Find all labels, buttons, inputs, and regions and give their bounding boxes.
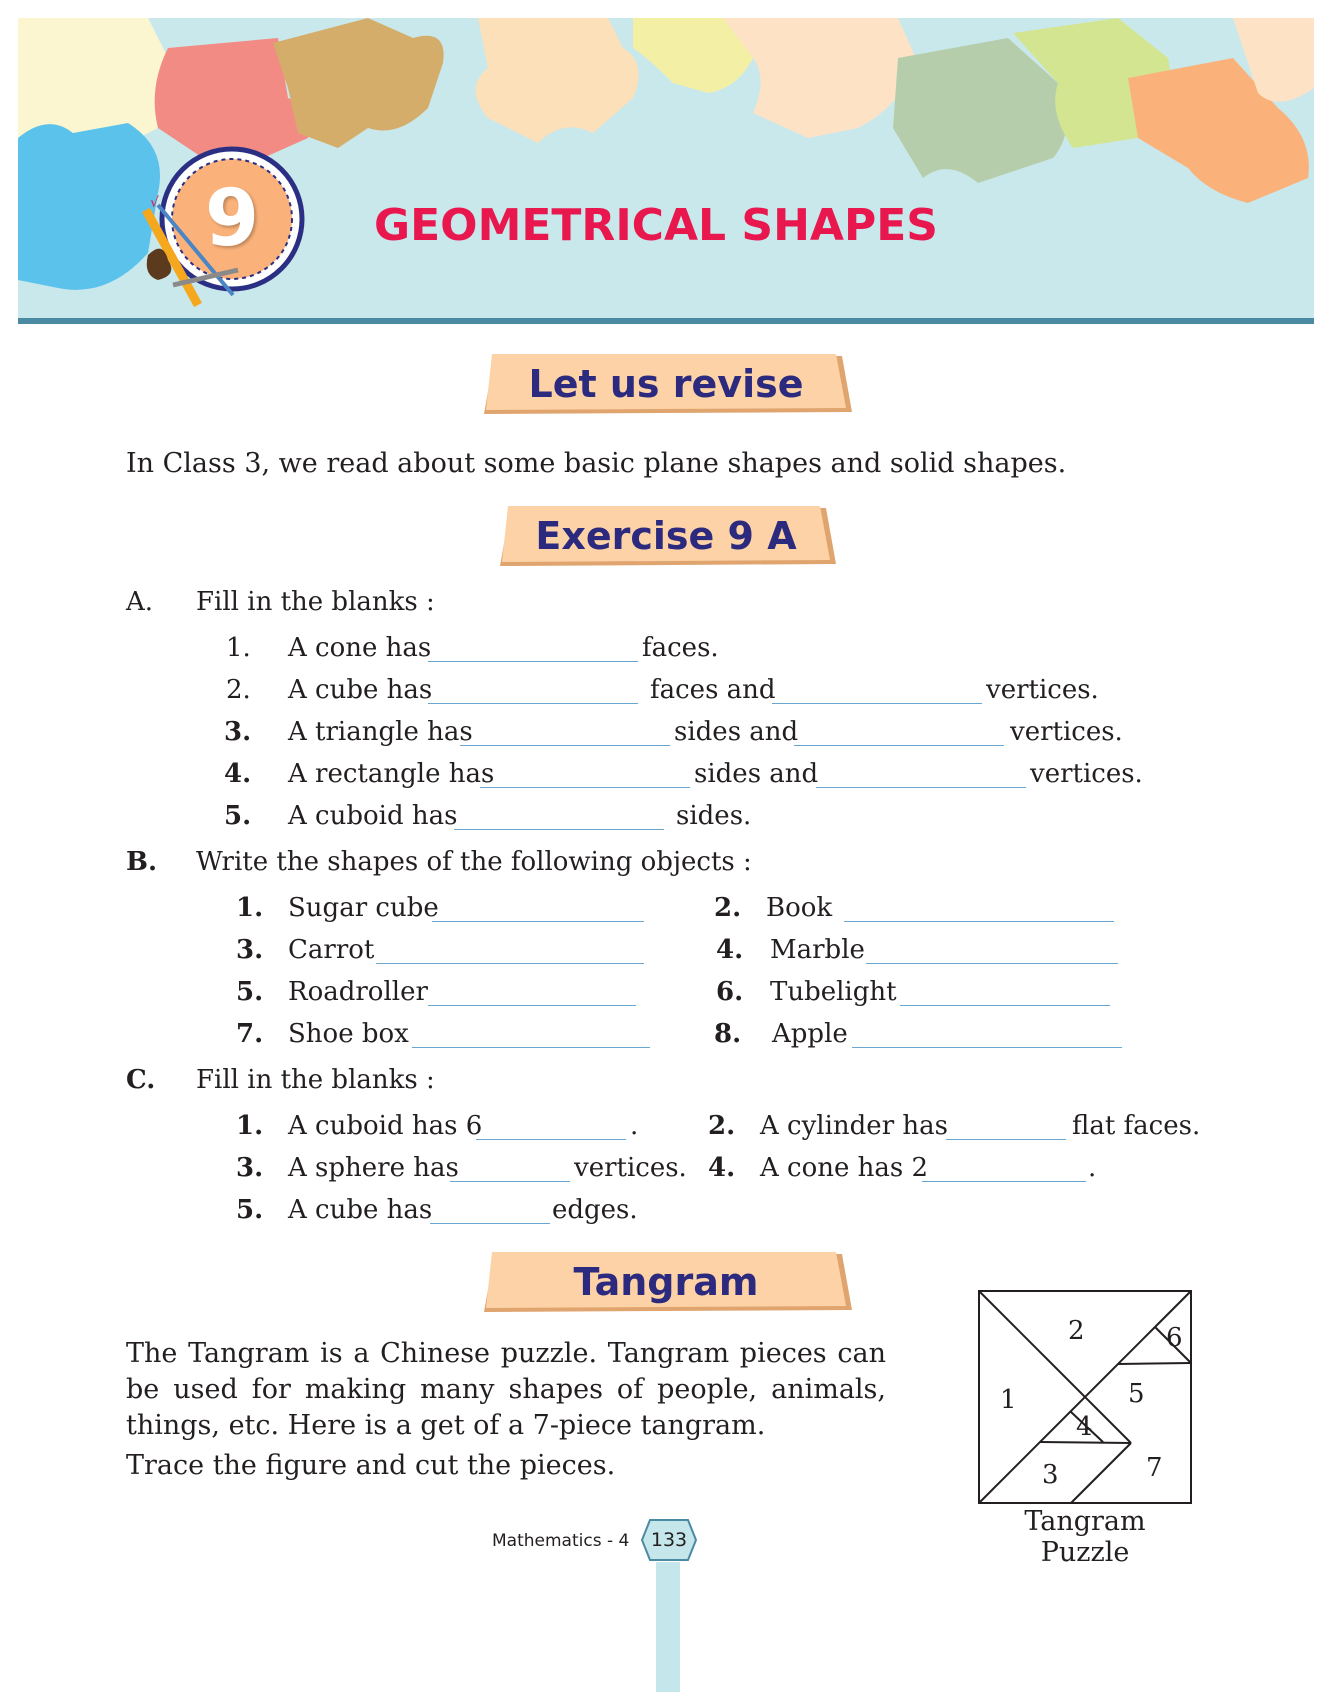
answer-blank[interactable] <box>428 703 638 704</box>
item-number: 4. <box>716 935 744 965</box>
answer-blank[interactable] <box>476 1139 626 1140</box>
item-number: 4. <box>224 759 252 789</box>
section-b-instruction: Write the shapes of the following objects : <box>196 847 752 877</box>
item-text: A triangle has <box>288 717 473 747</box>
answer-blank[interactable] <box>412 1047 650 1048</box>
revise-heading: Let us revise <box>528 362 804 406</box>
item-number: 5. <box>236 977 264 1007</box>
answer-blank[interactable] <box>794 745 1004 746</box>
item-number: 1. <box>236 893 264 923</box>
item-text: A cube has <box>288 675 433 705</box>
answer-blank[interactable] <box>866 963 1118 964</box>
item-number: 2. <box>714 893 742 923</box>
item-text: . <box>1088 1153 1097 1183</box>
banner-divider <box>18 318 1314 324</box>
item-number: 1. <box>226 633 251 663</box>
chapter-number: 9 <box>204 174 260 264</box>
tangram-piece-label: 2 <box>1068 1316 1085 1346</box>
item-text: A cone has <box>288 633 432 663</box>
section-c-instruction: Fill in the blanks : <box>196 1065 435 1095</box>
answer-blank[interactable] <box>460 745 670 746</box>
answer-blank[interactable] <box>432 921 644 922</box>
item-text: A cone has 2 <box>760 1153 929 1183</box>
item-text: A cuboid has 6 <box>288 1111 483 1141</box>
item-text: edges. <box>552 1195 638 1225</box>
section-b-letter: B. <box>126 847 158 877</box>
item-text: A rectangle has <box>288 759 495 789</box>
tangram-description: The Tangram is a Chinese puzzle. Tangram pieces can be used for making many shapes of people, animals, things, etc. Here is a get of a 7-piece tangram. <box>126 1338 886 1441</box>
item-text: sides and <box>694 759 819 789</box>
answer-blank[interactable] <box>480 787 690 788</box>
revise-ribbon <box>480 354 852 416</box>
section-a-letter: A. <box>126 587 154 617</box>
tangram-piece-label: 3 <box>1042 1460 1059 1490</box>
answer-blank[interactable] <box>428 1005 636 1006</box>
revise-text: In Class 3, we read about some basic plane shapes and solid shapes. <box>126 448 1067 479</box>
item-number: 5. <box>224 801 252 831</box>
item-text: A cylinder has <box>760 1111 948 1141</box>
geometry-tools-icon <box>138 195 248 315</box>
item-text: Shoe box <box>288 1019 409 1049</box>
item-text: Apple <box>772 1019 848 1049</box>
item-text: Book <box>766 893 833 923</box>
svg-text:√: √ <box>150 195 159 211</box>
tangram-heading: Tangram <box>573 1260 759 1304</box>
item-number: 6. <box>716 977 744 1007</box>
item-text: Carrot <box>288 935 375 965</box>
item-number: 5. <box>236 1195 264 1225</box>
tangram-piece-label: 1 <box>1000 1385 1017 1415</box>
item-text: sides and <box>674 717 799 747</box>
tangram-ribbon <box>480 1252 852 1314</box>
item-text: A cube has <box>288 1195 433 1225</box>
exercise-ribbon <box>496 506 836 568</box>
item-number: 2. <box>226 675 251 705</box>
item-text: A sphere has <box>288 1153 459 1183</box>
item-number: 7. <box>236 1019 264 1049</box>
tangram-puzzle-figure <box>978 1290 1192 1504</box>
item-text: sides. <box>676 801 752 831</box>
answer-blank[interactable] <box>428 661 638 662</box>
item-text: Tubelight <box>770 977 897 1007</box>
tangram-piece-label: 5 <box>1128 1379 1145 1409</box>
answer-blank[interactable] <box>772 703 982 704</box>
item-number: 8. <box>714 1019 742 1049</box>
page-number: 133 <box>650 1529 688 1551</box>
footer-book-label: Mathematics - 4 <box>492 1531 630 1551</box>
item-text: Roadroller <box>288 977 428 1007</box>
item-number: 1. <box>236 1111 264 1141</box>
item-text: faces and <box>650 675 776 705</box>
item-text: faces. <box>642 633 719 663</box>
answer-blank[interactable] <box>450 1181 570 1182</box>
item-text: vertices. <box>1010 717 1123 747</box>
tangram-instruction: Trace the figure and cut the pieces. <box>126 1450 616 1481</box>
item-number: 4. <box>708 1153 736 1183</box>
item-text: Sugar cube <box>288 893 439 923</box>
answer-blank[interactable] <box>852 1047 1122 1048</box>
item-number: 2. <box>708 1111 736 1141</box>
item-text: Marble <box>770 935 865 965</box>
item-number: 3. <box>236 935 264 965</box>
answer-blank[interactable] <box>430 1223 550 1224</box>
item-number: 3. <box>224 717 252 747</box>
answer-blank[interactable] <box>376 963 644 964</box>
item-text: vertices. <box>574 1153 687 1183</box>
tangram-piece-label: 6 <box>1166 1323 1183 1353</box>
section-a-instruction: Fill in the blanks : <box>196 587 435 617</box>
tangram-caption: Tangram Puzzle <box>1024 1506 1146 1568</box>
answer-blank[interactable] <box>844 921 1114 922</box>
exercise-heading: Exercise 9 A <box>535 514 797 558</box>
item-text: flat faces. <box>1072 1111 1201 1141</box>
section-c-letter: C. <box>126 1065 156 1095</box>
chapter-title: GEOMETRICAL SHAPES <box>374 200 938 251</box>
item-text: . <box>630 1111 639 1141</box>
item-text: vertices. <box>1030 759 1143 789</box>
footer-strip <box>656 1562 680 1692</box>
item-text: vertices. <box>986 675 1099 705</box>
tangram-piece-label: 4 <box>1076 1412 1093 1442</box>
answer-blank[interactable] <box>816 787 1026 788</box>
tangram-piece-label: 7 <box>1146 1453 1163 1483</box>
answer-blank[interactable] <box>922 1181 1086 1182</box>
item-text: A cuboid has <box>288 801 458 831</box>
item-number: 3. <box>236 1153 264 1183</box>
answer-blank[interactable] <box>454 829 664 830</box>
answer-blank[interactable] <box>946 1139 1066 1140</box>
answer-blank[interactable] <box>900 1005 1110 1006</box>
